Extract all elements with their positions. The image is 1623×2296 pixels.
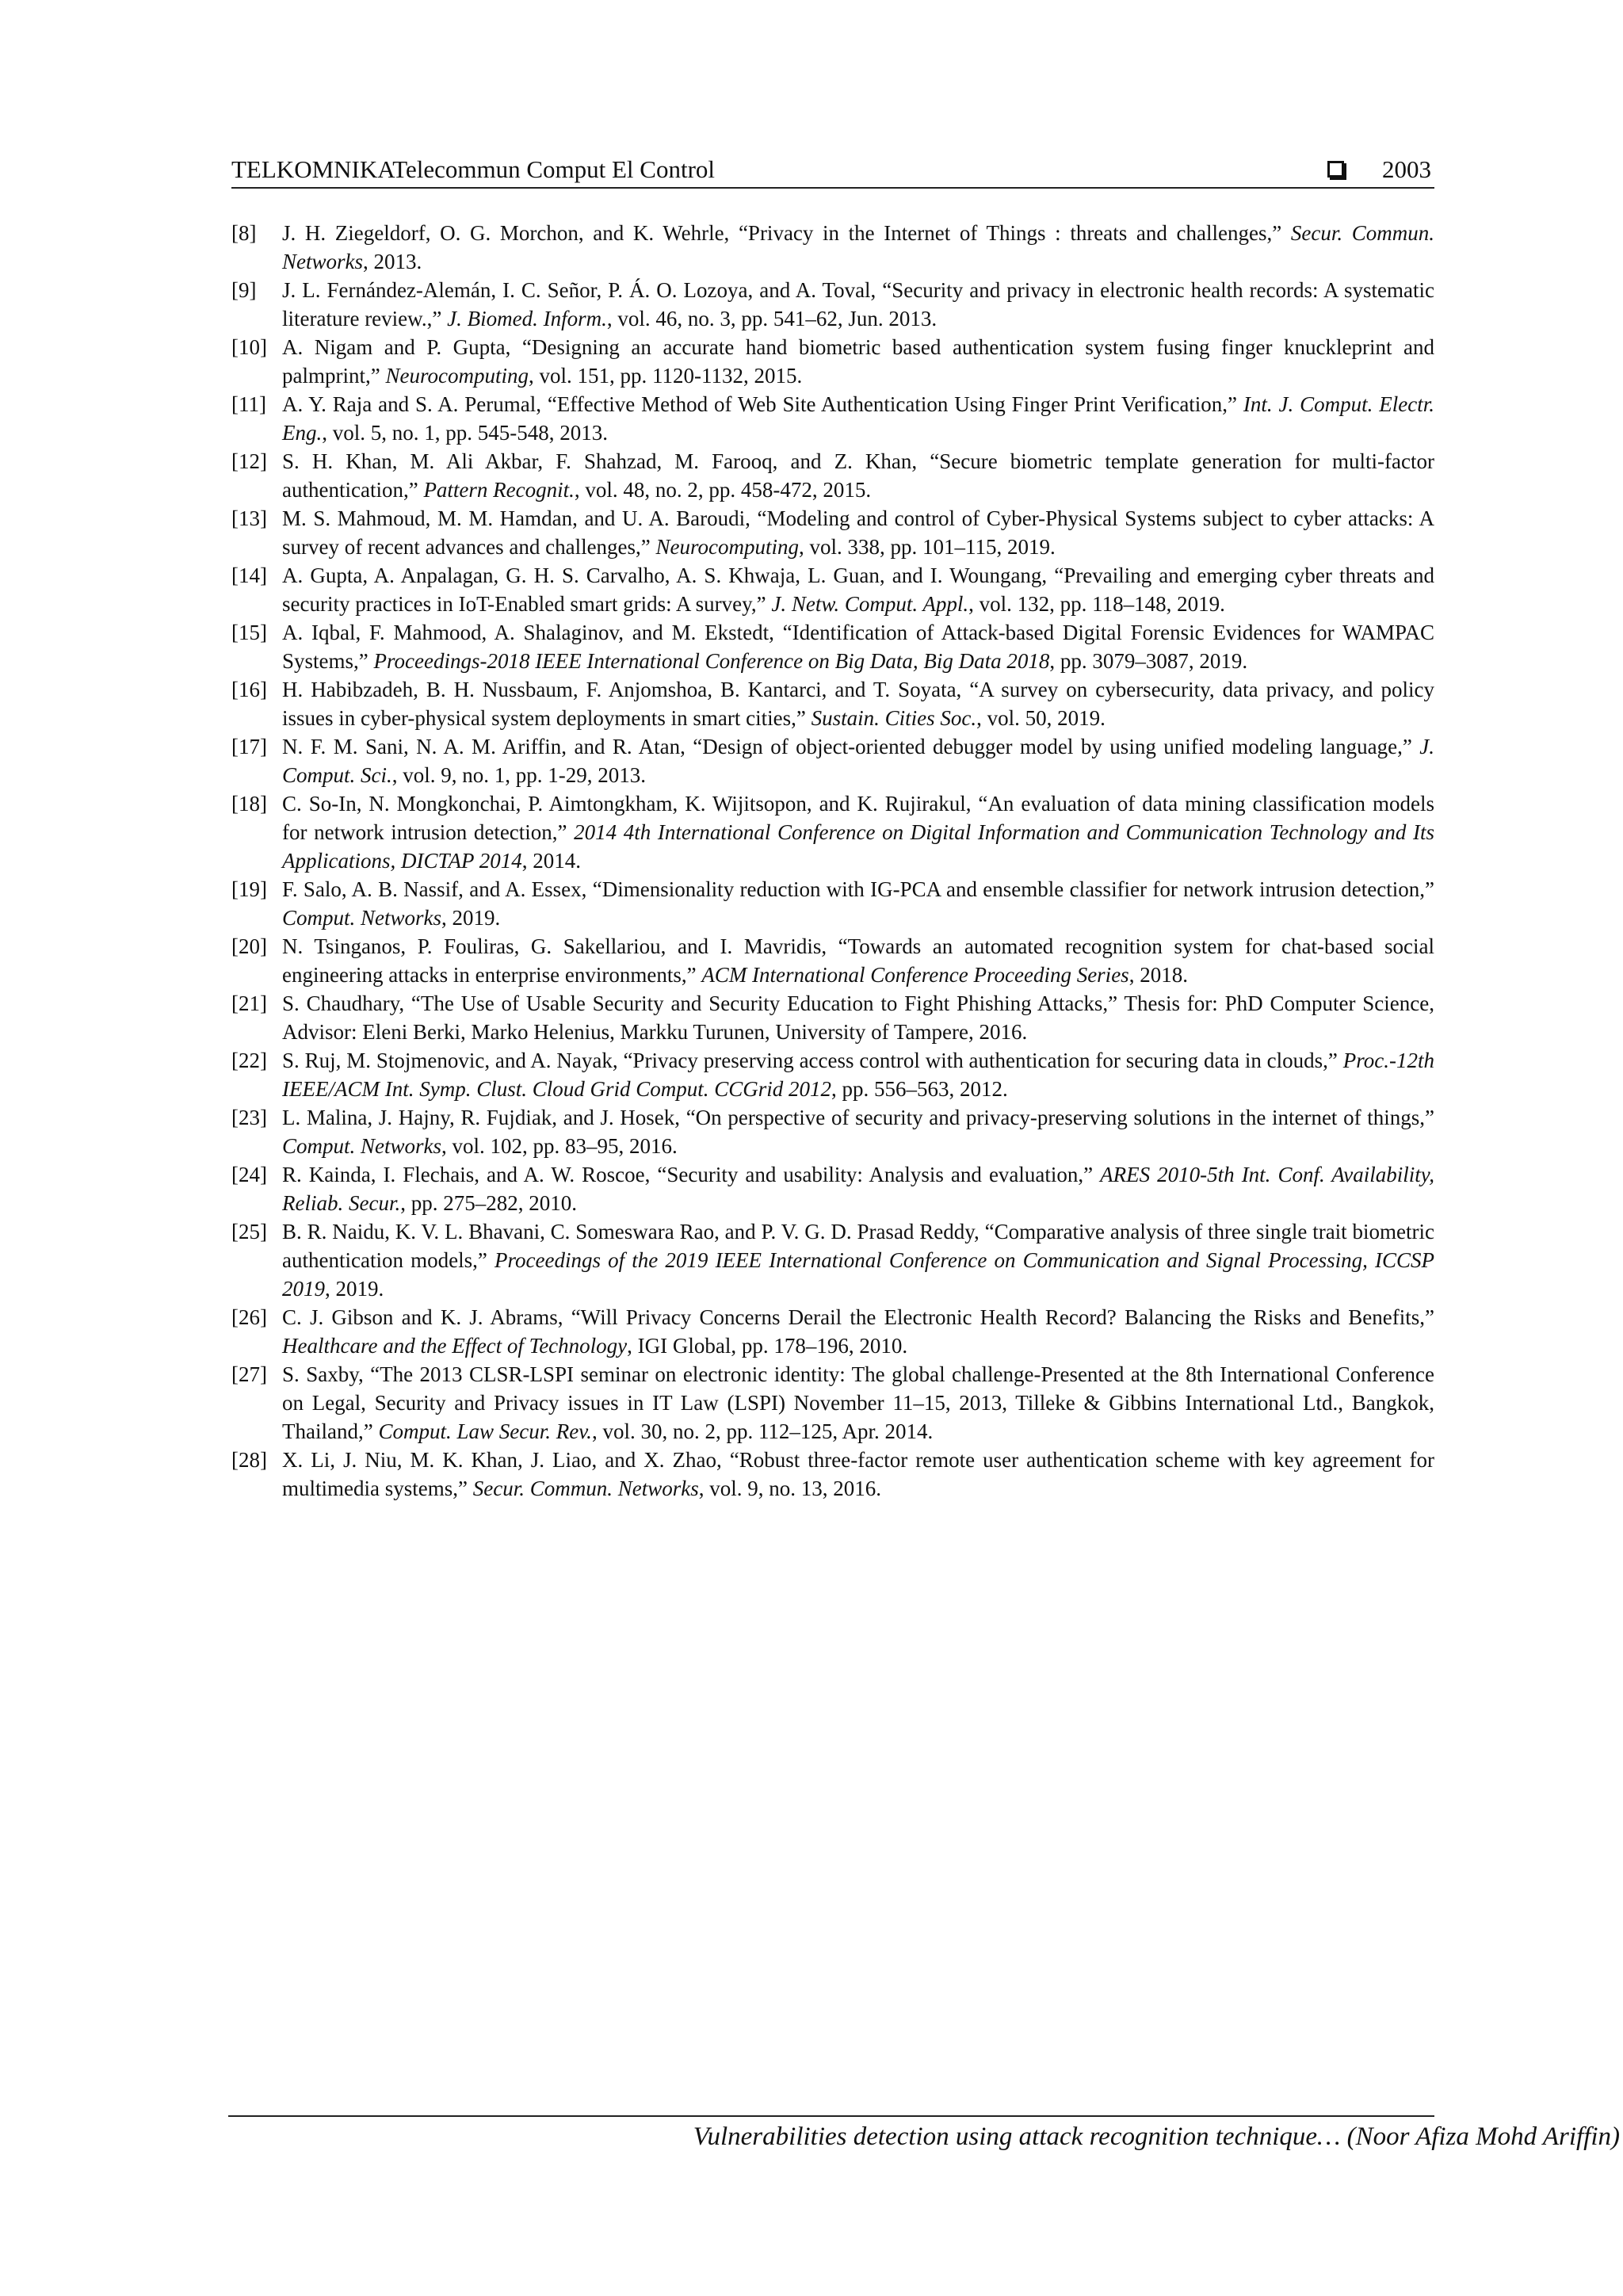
- reference-segment: , vol. 30, no. 2, pp. 112–125, Apr. 2014.: [591, 1419, 934, 1443]
- reference-item: [231, 1046, 1434, 1103]
- reference-item: [231, 1160, 1434, 1217]
- reference-segment: X. Li, J. Niu, M. K. Khan, J. Liao, and X. Zhao, “Robust three-factor remote user authentication scheme with key agreement for multimedia systems,”: [282, 1448, 1434, 1500]
- reference-number: [16]: [231, 678, 267, 701]
- reference-number: [26]: [231, 1305, 267, 1329]
- reference-segment: A. Y. Raja and S. A. Perumal, “Effective Method of Web Site Authentication Using Finger Print Verification,”: [282, 392, 1243, 416]
- reference-segment: J. L. Fernández-Alemán, I. C. Señor, P. Á. O. Lozoya, and A. Toval, “Security and privacy in electronic health records: A systematic literature review.,”: [282, 278, 1434, 330]
- reference-number: [9]: [231, 278, 257, 302]
- reference-source: Comput. Law Secur. Rev.: [378, 1419, 592, 1443]
- reference-text: [282, 1448, 1434, 1500]
- reference-item: [231, 789, 1434, 875]
- reference-item: [231, 1303, 1434, 1360]
- reference-number: [18]: [231, 792, 267, 816]
- reference-segment: S. Ruj, M. Stojmenovic, and A. Nayak, “Privacy preserving access control with authentication for securing data in clouds,”: [282, 1049, 1343, 1072]
- reference-item: [231, 276, 1434, 333]
- footer-text: Vulnerabilities detection using attack recognition technique… (Noor Afiza Mohd Ariffin): [693, 2122, 1620, 2151]
- reference-number: [11]: [231, 392, 266, 416]
- reference-item: [231, 1446, 1434, 1503]
- reference-segment: , 2019.: [441, 906, 501, 930]
- reference-segment: A. Iqbal, F. Mahmood, A. Shalaginov, and M. Ekstedt, “Identification of Attack-based Digital Forensic Evidences for WAMPAC Systems,”: [282, 621, 1434, 673]
- reference-text: [282, 678, 1434, 730]
- reference-segment: , pp. 275–282, 2010.: [400, 1191, 577, 1215]
- reference-number: [17]: [231, 735, 267, 758]
- reference-segment: , vol. 9, no. 1, pp. 1-29, 2013.: [391, 763, 646, 787]
- reference-text: [282, 221, 1434, 273]
- reference-segment: L. Malina, J. Hajny, R. Fujdiak, and J. Hosek, “On perspective of security and privacy-preserving solutions in the internet of things,”: [282, 1106, 1434, 1129]
- reference-item: [231, 447, 1434, 504]
- reference-number: [20]: [231, 934, 267, 958]
- reference-item: [231, 219, 1434, 276]
- reference-segment: , pp. 556–563, 2012.: [831, 1077, 1008, 1101]
- reference-item: [231, 732, 1434, 789]
- reference-number: [22]: [231, 1049, 267, 1072]
- journal-title: TELKOMNIKATelecommun Comput El Control: [231, 155, 716, 183]
- reference-item: [231, 333, 1434, 390]
- reference-segment: , pp. 3079–3087, 2019.: [1049, 649, 1248, 673]
- reference-item: [231, 618, 1434, 675]
- reference-number: [13]: [231, 506, 267, 530]
- reference-source: Proceedings-2018 IEEE International Conference on Big Data, Big Data 2018: [373, 649, 1050, 673]
- reference-number: [10]: [231, 335, 267, 359]
- reference-item: [231, 561, 1434, 618]
- reference-text: [282, 1220, 1434, 1301]
- reference-text: [282, 563, 1434, 616]
- reference-segment: , vol. 151, pp. 1120-1132, 2015.: [528, 364, 803, 388]
- reference-segment: , vol. 132, pp. 118–148, 2019.: [968, 592, 1225, 616]
- reference-item: [231, 1103, 1434, 1160]
- reference-segment: F. Salo, A. B. Nassif, and A. Essex, “Dimensionality reduction with IG-PCA and ensemble classifier for network intrusion detection,”: [282, 877, 1434, 901]
- reference-segment: C. J. Gibson and K. J. Abrams, “Will Privacy Concerns Derail the Electronic Health Record? Balancing the Risks and Benefits,”: [282, 1305, 1434, 1329]
- reference-source: ACM International Conference Proceeding Series: [701, 963, 1129, 987]
- reference-item: [231, 932, 1434, 989]
- reference-source: J. Netw. Comput. Appl.: [771, 592, 969, 616]
- reference-text: [282, 1362, 1434, 1443]
- reference-item: [231, 1360, 1434, 1446]
- reference-item: [231, 390, 1434, 447]
- reference-item: [231, 675, 1434, 732]
- reference-item: [231, 989, 1434, 1046]
- reference-segment: A. Gupta, A. Anpalagan, G. H. S. Carvalho, A. S. Khwaja, L. Guan, and I. Woungang, “Prevailing and emerging cyber threats and security practices in IoT-Enabled smart grids: A survey,”: [282, 563, 1434, 616]
- reference-text: [282, 1305, 1434, 1358]
- reference-segment: , 2018.: [1128, 963, 1188, 987]
- reference-text: [282, 335, 1434, 388]
- reference-number: [15]: [231, 621, 267, 644]
- reference-text: [282, 735, 1434, 787]
- reference-text: [282, 278, 1434, 330]
- reference-number: [28]: [231, 1448, 267, 1472]
- reference-text: [282, 392, 1434, 445]
- reference-segment: M. S. Mahmoud, M. M. Hamdan, and U. A. Baroudi, “Modeling and control of Cyber-Physical Systems subject to cyber attacks: A survey of recent advances and challenges,”: [282, 506, 1434, 559]
- reference-segment: S. Chaudhary, “The Use of Usable Security and Security Education to Fight Phishing Attacks,” Thesis for: PhD Computer Science, Advisor: Eleni Berki, Marko Helenius, Markku Turunen, University of Tampere, 2016.: [282, 991, 1434, 1044]
- reference-segment: , vol. 9, no. 13, 2016.: [698, 1477, 881, 1500]
- reference-number: [21]: [231, 991, 267, 1015]
- reference-source: Neurocomputing: [385, 364, 529, 388]
- reference-segment: , vol. 46, no. 3, pp. 541–62, Jun. 2013.: [606, 307, 938, 330]
- reference-list: [231, 219, 1434, 1503]
- reference-segment: , vol. 48, no. 2, pp. 458-472, 2015.: [574, 478, 872, 502]
- reference-number: [14]: [231, 563, 267, 587]
- reference-source: Comput. Networks: [282, 906, 442, 930]
- reference-segment: , vol. 102, pp. 83–95, 2016.: [441, 1134, 678, 1158]
- reference-source: ARES 2010-5th Int. Conf. Availability, Reliab. Secur.: [282, 1163, 1434, 1215]
- reference-source: Comput. Networks: [282, 1134, 442, 1158]
- reference-text: [282, 1049, 1434, 1101]
- reference-text: [282, 1163, 1434, 1215]
- reference-text: [282, 449, 1434, 502]
- reference-text: [282, 792, 1434, 873]
- reference-source: Pattern Recognit.: [423, 478, 575, 502]
- reference-source: Healthcare and the Effect of Technology: [282, 1334, 628, 1358]
- square-icon: [1327, 161, 1344, 178]
- reference-segment: H. Habibzadeh, B. H. Nussbaum, F. Anjomshoa, B. Kantarci, and T. Soyata, “A survey on cybersecurity, data privacy, and policy issues in cyber-physical system deployments in smart cities,”: [282, 678, 1434, 730]
- reference-number: [8]: [231, 221, 257, 245]
- reference-segment: , 2013.: [363, 250, 422, 273]
- header-right: [1327, 152, 1431, 187]
- reference-item: [231, 504, 1434, 561]
- reference-item: [231, 1217, 1434, 1303]
- reference-segment: B. R. Naidu, K. V. L. Bhavani, C. Someswara Rao, and P. V. G. D. Prasad Reddy, “Comparative analysis of three single trait biometric authentication models,”: [282, 1220, 1434, 1272]
- reference-segment: R. Kainda, I. Flechais, and A. W. Roscoe, “Security and usability: Analysis and evaluation,”: [282, 1163, 1101, 1186]
- reference-number: [23]: [231, 1106, 267, 1129]
- reference-text: [282, 991, 1434, 1044]
- reference-text: [282, 934, 1434, 987]
- reference-source: J. Biomed. Inform.: [447, 307, 607, 330]
- reference-segment: A. Nigam and P. Gupta, “Designing an accurate hand biometric based authentication system fusing finger knuckleprint and palmprint,”: [282, 335, 1434, 388]
- reference-source: 2014 4th International Conference on Digital Information and Communication Technology and Its Applications, DICTAP 2014: [282, 820, 1435, 873]
- reference-item: [231, 875, 1434, 932]
- reference-source: Secur. Commun. Networks: [282, 221, 1435, 273]
- reference-segment: S. Saxby, “The 2013 CLSR-LSPI seminar on electronic identity: The global challenge-Presented at the 8th International Conference on Legal, Security and Privacy issues in IT Law (LSPI) November 11–15, 2013, Tilleke & Gibbins International Ltd., Bangkok, Thailand,”: [282, 1362, 1434, 1443]
- reference-text: [282, 1106, 1434, 1158]
- reference-source: Proceedings of the 2019 IEEE International Conference on Communication and Signal Processing, ICCSP 2019: [282, 1248, 1434, 1301]
- reference-source: Neurocomputing: [655, 535, 800, 559]
- reference-number: [19]: [231, 877, 267, 901]
- reference-number: [27]: [231, 1362, 267, 1386]
- reference-text: [282, 506, 1434, 559]
- reference-text: [282, 621, 1434, 673]
- reference-segment: , vol. 50, 2019.: [976, 706, 1106, 730]
- reference-source: Int. J. Comput. Electr. Eng.: [282, 392, 1434, 445]
- reference-text: [282, 877, 1434, 930]
- reference-number: [24]: [231, 1163, 267, 1186]
- reference-segment: , vol. 338, pp. 101–115, 2019.: [799, 535, 1056, 559]
- reference-segment: , 2014.: [521, 849, 581, 873]
- reference-source: Sustain. Cities Soc.: [811, 706, 977, 730]
- reference-source: Secur. Commun. Networks: [472, 1477, 699, 1500]
- reference-segment: , 2019.: [325, 1277, 384, 1301]
- reference-segment: , IGI Global, pp. 178–196, 2010.: [627, 1334, 908, 1358]
- page-header: [231, 152, 1434, 189]
- reference-segment: C. So-In, N. Mongkonchai, P. Aimtongkham, K. Wijitsopon, and K. Rujirakul, “An evaluation of data mining classification models for network intrusion detection,”: [282, 792, 1434, 844]
- reference-segment: J. H. Ziegeldorf, O. G. Morchon, and K. Wehrle, “Privacy in the Internet of Things : threats and challenges,”: [282, 221, 1291, 245]
- reference-segment: , vol. 5, no. 1, pp. 545-548, 2013.: [322, 421, 608, 445]
- footer-rule: [228, 2115, 1434, 2117]
- page-number: 2003: [1382, 155, 1431, 183]
- reference-source: J. Comput. Sci.: [282, 735, 1434, 787]
- reference-source: Proc.-12th IEEE/ACM Int. Symp. Clust. Cloud Grid Comput. CCGrid 2012: [282, 1049, 1434, 1101]
- reference-segment: N. Tsinganos, P. Fouliras, G. Sakellariou, and I. Mavridis, “Towards an automated recognition system for chat-based social engineering attacks in enterprise environments,”: [282, 934, 1434, 987]
- reference-segment: S. H. Khan, M. Ali Akbar, F. Shahzad, M. Farooq, and Z. Khan, “Secure biometric template generation for multi-factor authentication,”: [282, 449, 1434, 502]
- reference-number: [25]: [231, 1220, 267, 1244]
- reference-segment: N. F. M. Sani, N. A. M. Ariffin, and R. Atan, “Design of object-oriented debugger model by using unified modeling language,”: [282, 735, 1420, 758]
- reference-number: [12]: [231, 449, 267, 473]
